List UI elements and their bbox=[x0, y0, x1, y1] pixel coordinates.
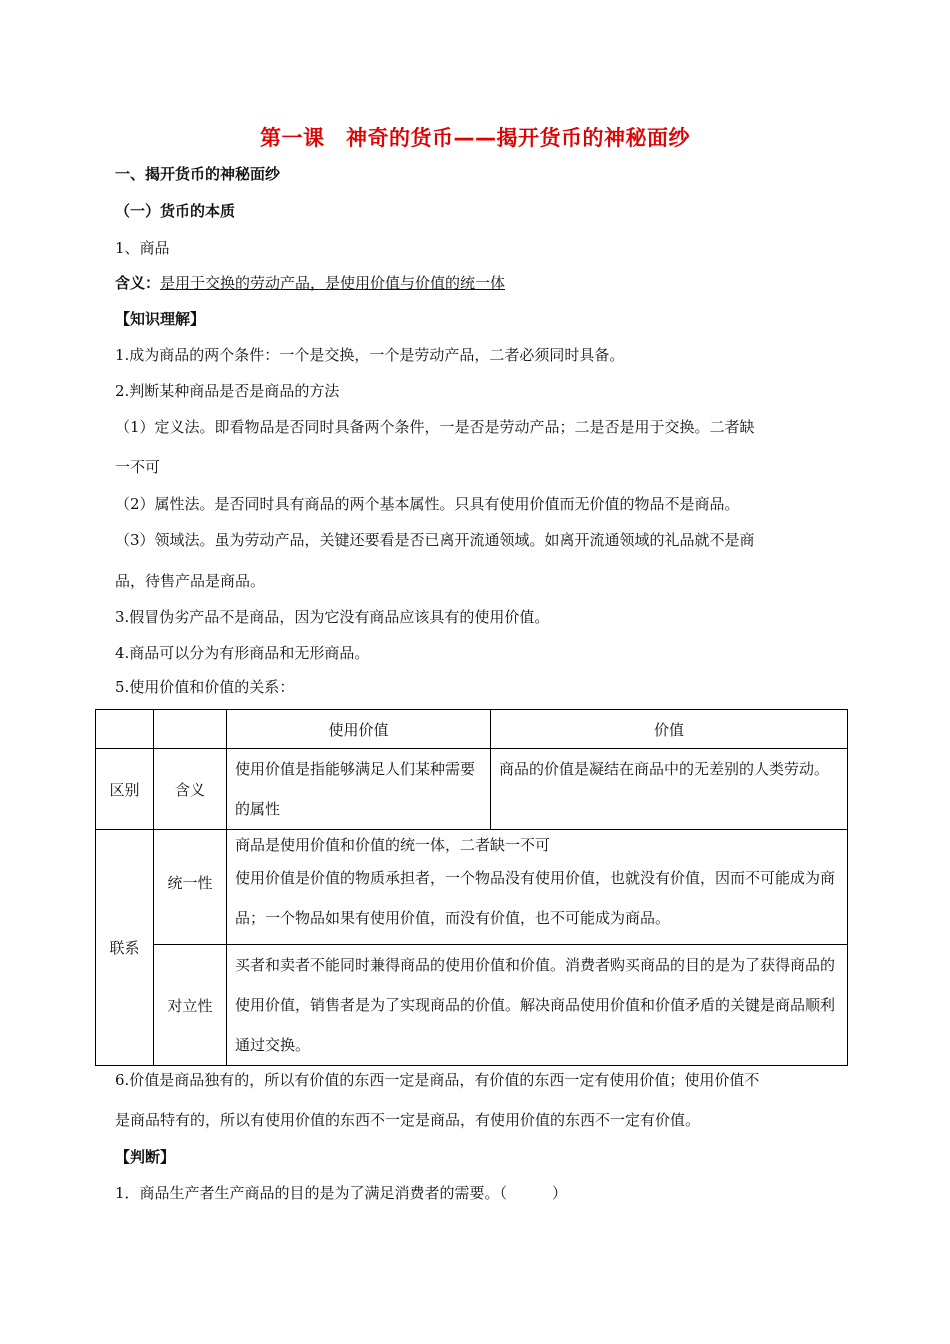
point-line: （3）领域法。虽为劳动产品，关键还要看是否已离开流通领域。如离开流通领域的礼品就不是商 bbox=[115, 531, 755, 549]
row-label-meaning: 含义 bbox=[154, 749, 227, 830]
point-line: 1.成为商品的两个条件：一个是交换，一个是劳动产品，二者必须同时具备。 bbox=[115, 346, 625, 364]
row-label-connection: 联系 bbox=[96, 830, 154, 1066]
point-line: 品，待售产品是商品。 bbox=[115, 572, 266, 590]
unity-detail-text: 使用价值是价值的物质承担者，一个物品没有使用价值，也就没有价值，因而不可能成为商品；一个物品如果有使用价值，而没有价值，也不可能成为商品。 bbox=[235, 869, 836, 927]
table-header-value: 价值 bbox=[491, 710, 848, 749]
point-line: 是商品特有的，所以有使用价值的东西不一定是商品，有使用价值的东西不一定有价值。 bbox=[115, 1111, 701, 1129]
point-line: （2）属性法。是否同时具有商品的两个基本属性。只具有使用价值而无价值的物品不是商品。 bbox=[115, 495, 740, 513]
meaning-use-value-cell: 使用价值是指能够满足人们某种需要的属性 bbox=[227, 749, 491, 830]
point-line: （1）定义法。即看物品是否同时具备两个条件，一是否是劳动产品；二是否是用于交换。二者缺 bbox=[115, 418, 755, 436]
point-line: 2.判断某种商品是否是商品的方法 bbox=[115, 382, 340, 400]
point-line: 一不可 bbox=[115, 458, 161, 476]
table-corner-cell bbox=[154, 710, 227, 749]
definition-text: 是用于交换的劳动产品，是使用价值与价值的统一体 bbox=[160, 274, 506, 292]
item-heading: 1、商品 bbox=[115, 239, 170, 257]
point-line: 5.使用价值和价值的关系： bbox=[115, 678, 295, 696]
point-line: 3.假冒伪劣产品不是商品，因为它没有商品应该具有的使用价值。 bbox=[115, 608, 550, 626]
section-heading: 一、揭开货币的神秘面纱 bbox=[115, 165, 281, 183]
definition-line bbox=[115, 272, 505, 293]
judge-question: 1．商品生产者生产商品的目的是为了满足消费者的需要。（ ） bbox=[115, 1184, 568, 1202]
meaning-value-cell: 商品的价值是凝结在商品中的无差别的人类劳动。 bbox=[491, 749, 848, 830]
table-header-use-value: 使用价值 bbox=[227, 710, 491, 749]
opposition-cell: 买者和卖者不能同时兼得商品的使用价值和价值。消费者购买商品的目的是为了获得商品的使用价值，销售者是为了实现商品的价值。解决商品使用价值和价值矛盾的关键是商品顺利通过交换。 bbox=[227, 945, 848, 1066]
point-line: 4.商品可以分为有形商品和无形商品。 bbox=[115, 644, 370, 662]
unity-text: 商品是使用价值和价值的统一体，二者缺一不可 bbox=[235, 836, 551, 854]
definition-label: 含义： bbox=[115, 274, 161, 292]
row-label-opposition: 对立性 bbox=[154, 945, 227, 1066]
point-line: 6.价值是商品独有的，所以有价值的东西一定是商品，有价值的东西一定有使用价值；使用价值不 bbox=[115, 1071, 760, 1089]
unity-cell bbox=[227, 830, 848, 945]
table-corner-cell bbox=[96, 710, 154, 749]
page-title: 第一课 神奇的货币——揭开货币的神秘面纱 bbox=[260, 126, 690, 150]
row-label-unity: 统一性 bbox=[154, 830, 227, 945]
knowledge-heading: 【知识理解】 bbox=[115, 310, 206, 328]
subsection-heading: （一）货币的本质 bbox=[115, 202, 236, 220]
judge-heading: 【判断】 bbox=[115, 1148, 176, 1166]
row-label-difference: 区别 bbox=[96, 749, 154, 830]
comparison-table bbox=[95, 709, 848, 1066]
